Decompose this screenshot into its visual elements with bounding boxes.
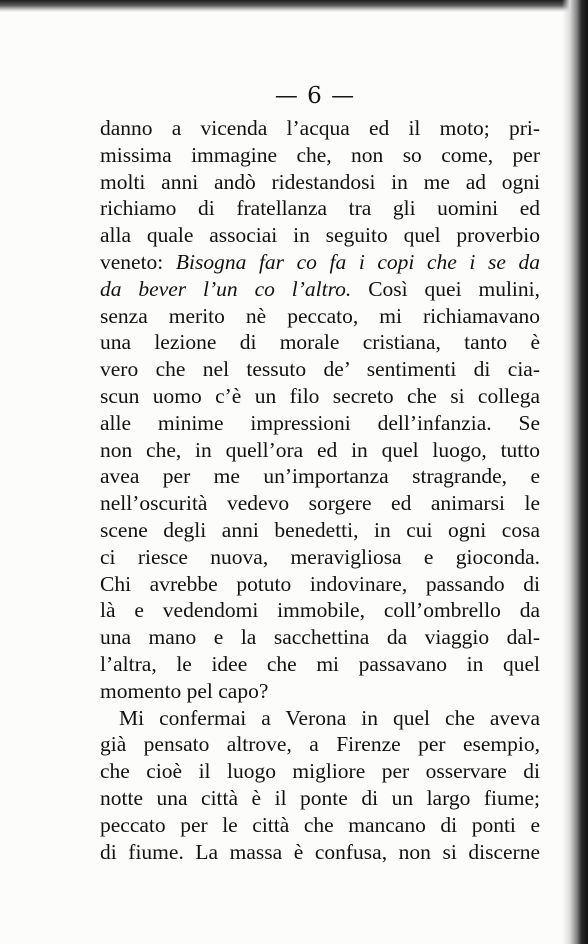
scan-top-edge [0, 0, 588, 12]
page-number: — 6 — [274, 83, 356, 109]
text-line: richiamo di fratellanza tra gli uomini ed [100, 196, 540, 221]
body-text [100, 115, 540, 865]
text-line: nell’oscurità vedevo sorgere ed animarsi le [100, 491, 540, 516]
text-line: una lezione di morale cristiana, tanto è [100, 330, 540, 355]
text-line: peccato per le città che mancano di ponti e [100, 812, 540, 837]
text-line: là e vedendomi immobile, coll’ombrello da [100, 598, 540, 623]
text-line: l’altra, le idee che mi passavano in quel [100, 651, 540, 676]
text-run: Così quei mulini, [351, 276, 540, 301]
text-line: già pensato altrove, a Firenze per esempio, [100, 732, 540, 757]
text-line: avea per me un’importanza stragrande, e [100, 464, 540, 489]
text-line: Chi avrebbe potuto indovinare, passando di [100, 571, 540, 596]
italic-proverb: da bever l’un co l’altro. [100, 276, 352, 301]
text-line: ci riesce nuova, meravigliosa e gioconda. [100, 544, 540, 569]
text-line: scene degli anni benedetti, in cui ogni cosa [100, 517, 540, 542]
text-line [100, 249, 540, 276]
text-line: missima immagine che, non so come, per [100, 142, 540, 167]
text-line: molti anni andò ridestandosi in me ad ogni [100, 169, 540, 194]
text-line: scun uomo c’è un filo secreto che si collega [100, 383, 540, 408]
text-line: notte una città è il ponte di un largo fiume; [100, 785, 540, 810]
text-line: Mi confermai a Verona in quel che aveva [119, 705, 540, 730]
text-line: una mano e la sacchettina da viaggio dal- [100, 625, 540, 650]
text-line: senza merito nè peccato, mi richiamavano [100, 303, 540, 328]
text-line: vero che nel tessuto de’ sentimenti di cia- [100, 357, 540, 382]
text-line: danno a vicenda l’acqua ed il moto; pri- [100, 116, 540, 140]
italic-proverb: Bisogna far co fa i copi che i se da [175, 249, 540, 274]
text-line: che cioè il luogo migliore per osservare di [100, 759, 540, 784]
scan-right-edge [562, 0, 588, 944]
text-line: alle minime impressioni dell’infanzia. Se [100, 410, 540, 435]
text-line: alla quale associai in seguito quel proverbio [100, 223, 540, 248]
text-line: momento pel capo? [100, 678, 269, 703]
text-run: veneto: [100, 249, 176, 274]
text-line: non che, in quell’ora ed in quel luogo, tutto [100, 437, 540, 462]
text-line [100, 276, 540, 303]
text-line: di fiume. La massa è confusa, non si discerne [100, 839, 540, 864]
